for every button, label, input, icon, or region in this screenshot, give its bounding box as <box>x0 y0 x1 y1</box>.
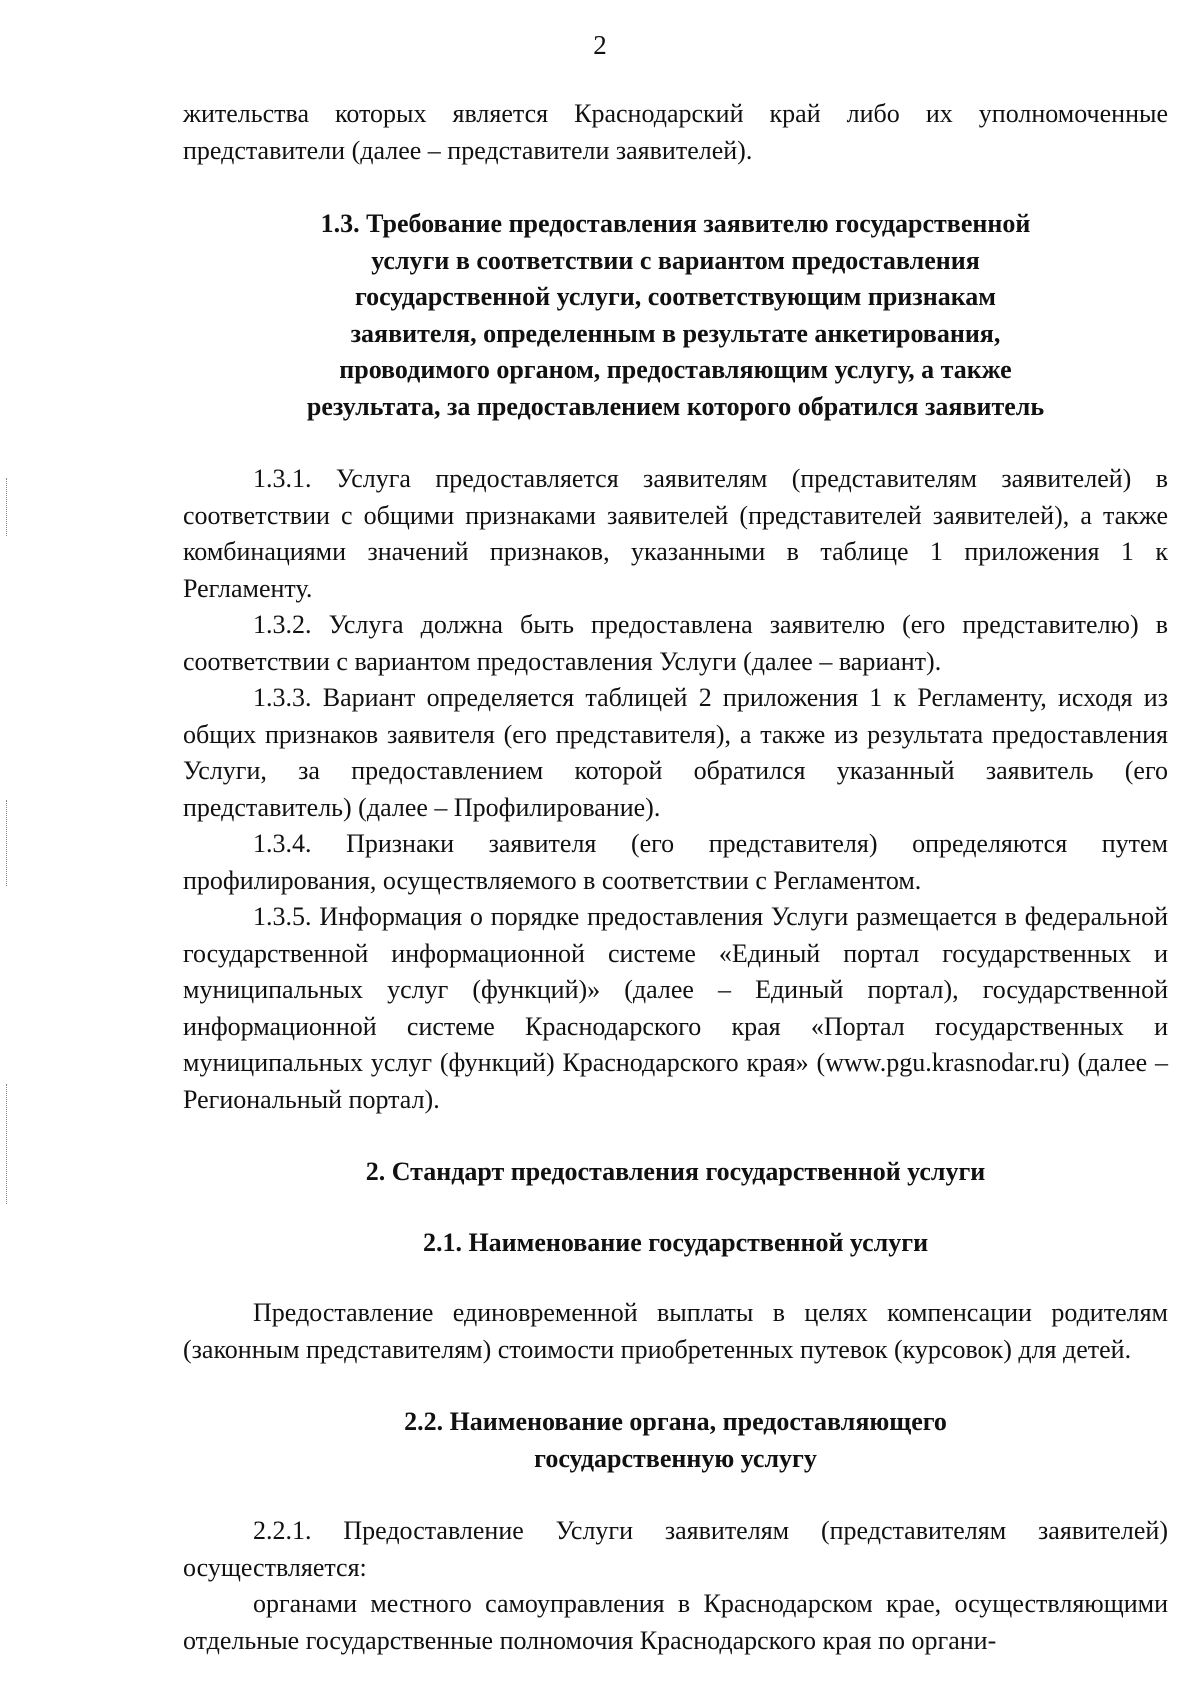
heading-line: результата, за предоставлением которого обратился заявитель <box>306 391 1045 421</box>
margin-dotted-mark-middle <box>6 800 11 886</box>
heading-line: 1.3. Требование предоставления заявителю государственной <box>320 209 1031 238</box>
margin-dotted-mark-lower <box>6 1084 11 1204</box>
paragraph-1-3-2: 1.3.2. Услуга должна быть предоставлена заявителю (его представителю) в соответствии с вариантом предоставления Услуги (далее – вариант). <box>183 610 1168 676</box>
section-2-1-heading: 2.1. Наименование государственной услуги <box>422 1227 929 1257</box>
heading-line: заявителя, определенным в результате анкетирования, <box>350 318 1001 348</box>
margin-dotted-mark-upper <box>6 478 11 536</box>
page-number: 2 <box>593 30 607 60</box>
heading-line: услуги в соответствии с вариантом предоставления <box>371 245 980 275</box>
heading-line: государственную услугу <box>534 1443 817 1473</box>
paragraph-1-3-3: 1.3.3. Вариант определяется таблицей 2 приложения 1 к Регламенту, исходя из общих признаков заявителя (его представителя), а также из результата предоставления Услуги, за предоставлением которой обратился указанный заявитель (его представитель) (далее – Профилирование). <box>183 683 1168 822</box>
paragraph-1-3-1: 1.3.1. Услуга предоставляется заявителям (представителям заявителей) в соответствии с общими признаками заявителей (представителей заявителей), а также комбинациями значений признаков, указанными в таблице 1 приложения 1 к Регламенту. <box>183 464 1168 603</box>
intro-paragraph: жительства которых является Краснодарский край либо их уполномоченные представители (далее – представители заявителей). <box>183 99 1168 165</box>
section-2-heading: 2. Стандарт предоставления государственной услуги <box>365 1157 986 1186</box>
heading-line: государственной услуги, соответствующим признакам <box>354 282 997 311</box>
section-1-3-heading <box>183 206 1168 425</box>
paragraph-2-1: Предоставление единовременной выплаты в целях компенсации родителям (законным представителям) стоимости приобретенных путевок (курсовок) для детей. <box>183 1298 1168 1364</box>
paragraph-1-3-4: 1.3.4. Признаки заявителя (его представителя) определяются путем профилирования, осуществляемого в соответствии с Регламентом. <box>183 829 1168 895</box>
paragraph-1-3-5: 1.3.5. Информация о порядке предоставления Услуги размещается в федеральной государственной информационной системе «Единый портал государственных и муниципальных услуг (функций)» (далее – Единый портал), государственной информационной системе Краснодарского края «Портал государственных и муниципальных услуг (функций) Краснодарского края» (www.pgu.krasnodar.ru) (далее – Региональный портал). <box>183 902 1168 1114</box>
paragraph-2-2-1: 2.2.1. Предоставление Услуги заявителям (представителям заявителей) осуществляется: <box>183 1516 1168 1582</box>
heading-line: проводимого органом, предоставляющим услугу, а также <box>339 355 1012 384</box>
paragraph-2-2-1-continued: органами местного самоуправления в Краснодарском крае, осуществляющими отдельные государственные полномочия Краснодарского края по органи- <box>183 1589 1168 1655</box>
document-body <box>183 96 1168 1659</box>
section-2-2-heading <box>183 1404 1168 1477</box>
heading-line: 2.2. Наименование органа, предоставляющего <box>404 1407 947 1436</box>
